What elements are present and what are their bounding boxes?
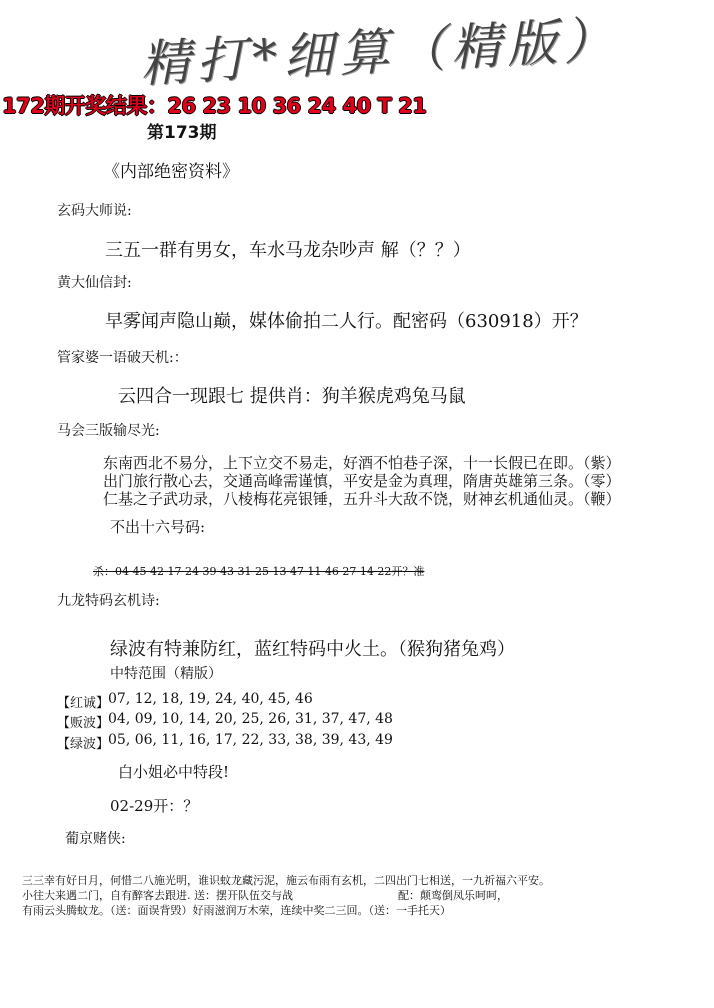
xuanma-label: 玄码大师说: [57, 203, 132, 219]
issue-number: 第173期 [147, 123, 217, 143]
poem-line-2: 小往大来遇二门，自有醉客去跟进. 送：摆开队伍交与战 [22, 889, 293, 902]
header-title: 精打*细算（精版） [139, 10, 621, 94]
poem-line-1: 三三幸有好日月，何惜二八施光明，谁识蚊龙藏污泥，施云布雨有玄机，二四出门七相送，一九祈福六平安。 [22, 874, 550, 887]
huang-text: 早雾闻声隐山巅，媒体偷拍二人行。配密码（630918）开？ [105, 311, 588, 332]
guanjia-text: 云四合一现跟七 提供肖：狗羊猴虎鸡兔马鼠 [118, 386, 466, 407]
internal-title: 《内部绝密资料》 [103, 162, 239, 182]
mahui-line-3: 仁基之子武功录，八棱梅花亮银锤，五升斗大敌不饶，财神玄机通仙灵。（鞭） [103, 490, 621, 508]
xuanma-text: 三五一群有男女，车水马龙杂吵声 解（？？） [105, 240, 471, 261]
poem-line-3: 有雨云头腾蚊龙。（送：面误背毁）好雨滋润万木荣，连续中奖二三回。（送：一手托天） [22, 904, 451, 917]
row-green-values: 05, 06, 11, 16, 17, 22, 33, 38, 39, 43, 49 [108, 732, 393, 748]
row-mix-values: 04, 09, 10, 14, 20, 25, 26, 31, 37, 47, 48 [108, 711, 393, 727]
poem-line-2b: 配：颠鸾倒凤乐呵呵， [398, 889, 508, 902]
mahui-line-1: 东南西北不易分，上下立交不易走，好酒不怕巷子深，十一长假已在即。（紫） [103, 454, 621, 472]
row-mix-tag: 【贩波】 [57, 716, 110, 731]
pujing-label: 葡京赌侠: [65, 831, 126, 847]
previous-result: 172期开奖结果：26 23 10 36 24 40 T 21 [2, 94, 427, 118]
kill-line: 杀：04 45 42 17 24 39 43 31 25 13 47 11 46 27 14 22开？准 [93, 565, 425, 578]
baixiaojie-text: 白小姐必中特段! [118, 763, 230, 781]
guanjia-label: 管家婆一语破天机:： [57, 350, 188, 366]
range-label: 中特范围（精版） [110, 666, 222, 682]
jiulong-text: 绿波有特兼防红，蓝红特码中火土。（猴狗猪兔鸡） [110, 639, 515, 660]
huang-label: 黄大仙信封: [57, 275, 132, 291]
jiulong-label: 九龙特码玄机诗: [57, 593, 160, 609]
date-line: 02-29开：？ [110, 797, 199, 815]
row-red-tag: 【红诚】 [57, 696, 110, 711]
mahui-label: 马会三版输尽光: [57, 423, 160, 439]
no16-label: 不出十六号码: [110, 518, 206, 536]
row-green-tag: 【绿波】 [57, 737, 110, 752]
row-red-values: 07, 12, 18, 19, 24, 40, 45, 46 [108, 691, 313, 707]
mahui-line-2: 出门旅行散心去，交通高峰需谨慎，平安是金为真理，隋唐英雄第三条。（零） [103, 472, 621, 490]
